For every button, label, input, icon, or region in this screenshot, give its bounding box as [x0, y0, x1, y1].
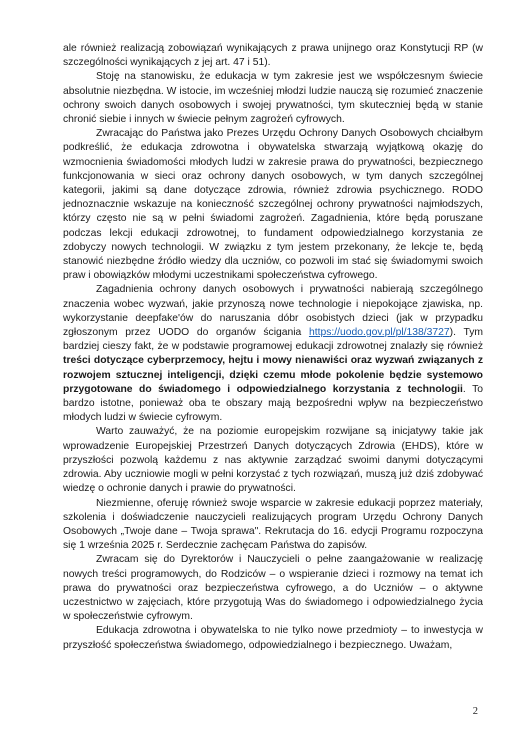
uodo-case-link[interactable]: https://uodo.gov.pl/pl/138/3727 [308, 327, 450, 339]
paragraph-text: ). Tym bardziej cieszy fakt, że w podstawie programowej edukacji zdrowotnej znalazły się również [63, 327, 483, 353]
paragraph: Stoję na stanowisku, że edukacja w tym zakresie jest we współczesnym świecie absolutnie niezbędna. W istocie, im wcześniej młodzi ludzie nauczą się rozumieć znaczenie ochrony swoich danych osobowych i swojej prywatności, tym skuteczniej będą w stanie chronić siebie i innych w świecie pełnym zagrożeń cyfrowych. [63, 71, 483, 126]
paragraph: Warto zauważyć, że na poziomie europejskim rozwijane są inicjatywy takie jak wprowadzenie Europejskiej Przestrzeń Danych dotyczących Zdrowia (EHDS), które w przyszłości pozwolą każdemu z nas aktywnie zarządzać swoimi danymi dotyczącymi zdrowia. Aby uczniowie mogli w pełni korzystać z tych rozwiązań, muszą już dziś zdobywać wiedzę o ochronie danych i prawie do prywatności. [63, 426, 483, 495]
paragraph-text: . To bardzo istotne, ponieważ oba te obszary mają bezpośredni wpływ na bezpieczeństwo młodych ludzi w świecie cyfrowym. [63, 383, 483, 424]
paragraph [63, 283, 483, 425]
paragraph: Niezmienne, oferuję również swoje wsparcie w zakresie edukacji poprzez materiały, szkolenia i doświadczenie nauczycieli realizujących program Urzędu Ochrony Danych Osobowych „Twoje dane – Twoja sprawa". Rekrutacja do 16. edycji Programu rozpoczyna się 1 września 2025 r. Serdecznie zachęcam Państwa do zapisów. [63, 497, 483, 552]
paragraph: Edukacja zdrowotna i obywatelska to nie tylko nowe przedmioty – to inwestycja w przyszłość społeczeństwa świadomego, odpowiedzialnego i bezpiecznego. Uważam, [63, 625, 483, 651]
document-body [63, 42, 483, 653]
page-number: 2 [472, 706, 478, 717]
paragraph: Zwracam się do Dyrektorów i Nauczycieli o pełne zaangażowanie w realizację nowych treści programowych, do Rodziców – o wspieranie dzieci i rozmowy na temat ich prawa do prywatności oraz bezpieczeństwa cyfrowego, a do Uczniów – o aktywne uczestnictwo w zajęciach, które przygotują Was do świadomego i odpowiedzialnego życia w społeczeństwie cyfrowym. [63, 554, 483, 623]
bold-highlight: treści dotyczące cyberprzemocy, hejtu i mowy nienawiści oraz wyzwań związanych z rozwojem sztucznej inteligencji, dzięki czemu młode pokolenie będzie systemowo przygotowane do świadomego i odpowiedzialnego korzystania z technologii [63, 355, 483, 395]
paragraph: Zwracając do Państwa jako Prezes Urzędu Ochrony Danych Osobowych chciałbym podkreślić, że edukacja zdrowotna i obywatelska stwarzają wyjątkową okazję do wzmocnienia świadomości młodych ludzi w zakresie prawa do prywatności, bezpiecznego funkcjonowania w sieci oraz ochrony danych osobowych, w tym danych szczególnej kategorii, jakimi są dane dotyczące zdrowia, również zdrowia psychicznego. RODO jednoznacznie wskazuje na konieczność szczególnej ochrony prywatności najmłodszych, którzy często nie są w pełni świadomi zagrożeń. Zagadnienia, które będą poruszane podczas lekcji edukacji zdrowotnej, to fundament odpowiedzialnego korzystania ze zdobyczy nowych technologii. W związku z tym jestem przekonany, że lekcje te, będą stanowić niezbędne źródło wiedzy dla uczniów, co pozwoli im stać się świadomymi swoich praw i obowiązków młodymi uczestnikami społeczeństwa cyfrowego. [63, 128, 483, 282]
paragraph: ale również realizacją zobowiązań wynikających z prawa unijnego oraz Konstytucji RP (w szczególności wynikających z jej art. 47 i 51). [63, 43, 483, 69]
paragraph-text: Zagadnienia ochrony danych osobowych i prywatności nabierają szczególnego znaczenia wobec wyzwań, jakie przynoszą nowe technologie i niepokojące zjawiska, np. wykorzystanie deepfake'ów do naruszania dóbr osobistych dzieci (jak w przypadku zgłoszonym przez UODO do organów ścigania [63, 284, 483, 339]
